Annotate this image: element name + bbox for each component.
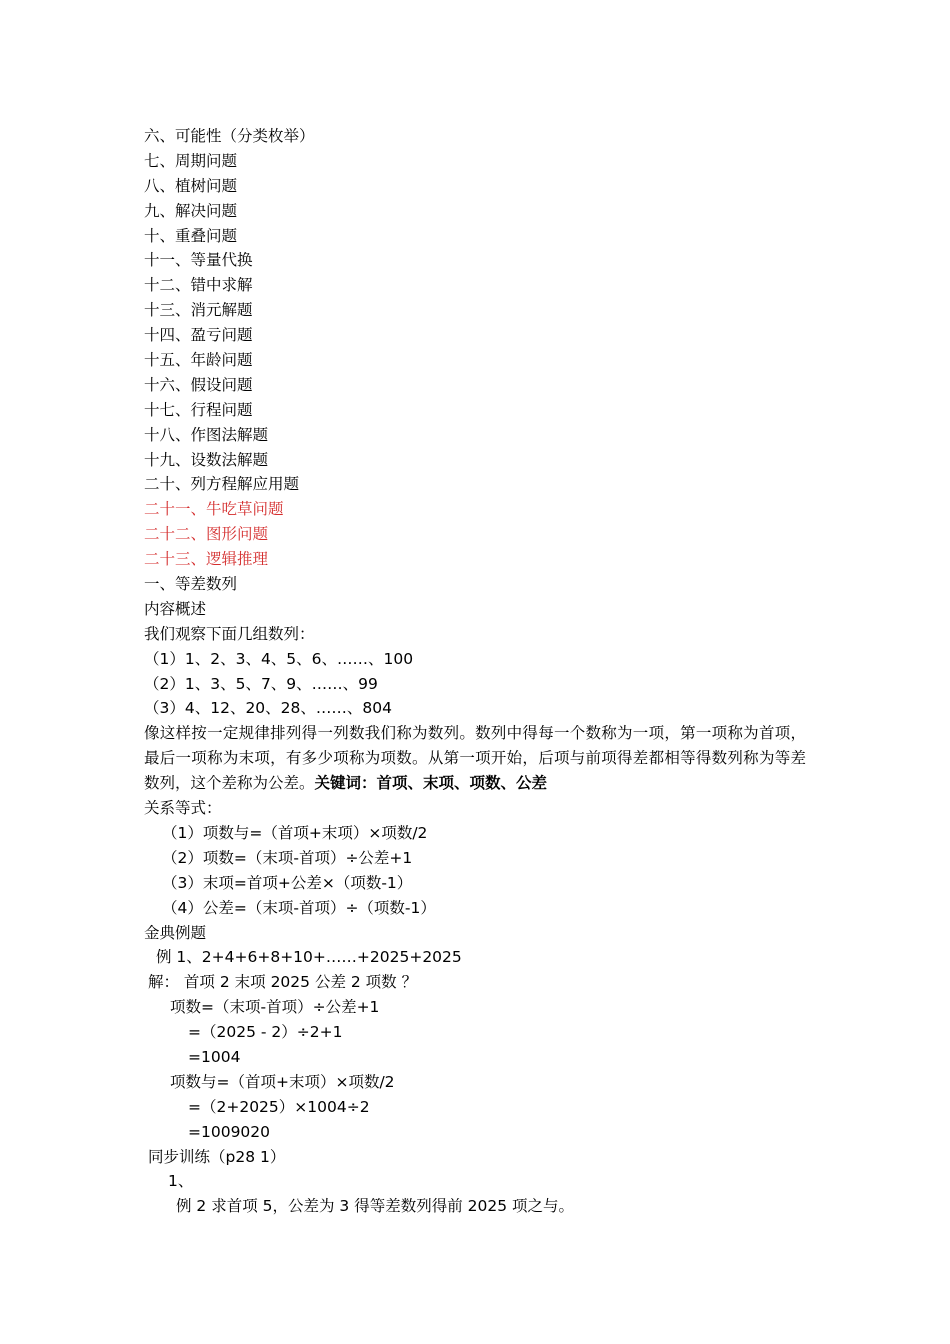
toc-item: 十八、作图法解题 (144, 425, 269, 444)
toc-item: 十九、设数法解题 (144, 450, 269, 469)
toc-item-highlighted: 二十一、牛吃草问题 (144, 500, 284, 519)
relations-list (144, 821, 810, 921)
toc-item: 九、解决问题 (144, 201, 238, 220)
solution-step: 项数与=（首项+末项）×项数/2 (170, 1072, 395, 1091)
sequence-item: （3）4、12、20、28、……、804 (144, 699, 392, 718)
toc-item-highlighted: 二十二、图形问题 (144, 525, 269, 544)
toc-item: 十三、消元解题 (144, 301, 253, 320)
example-2: 例 2 求首项 5，公差为 3 得等差数列得前 2025 项之与。 (176, 1197, 575, 1216)
toc-item: 十六、假设问题 (144, 375, 253, 394)
toc-item: 十四、盈亏问题 (144, 326, 253, 345)
solution-step: =（2+2025）×1004÷2 (188, 1097, 370, 1116)
solution-step: 项数=（末项-首项）÷公差+1 (170, 998, 380, 1017)
toc-item-highlighted: 二十三、逻辑推理 (144, 550, 269, 569)
sequence-item: （2）1、3、5、7、9、……、99 (144, 674, 378, 693)
document-body (144, 124, 810, 1219)
practice-item: 1、 (168, 1172, 194, 1191)
toc-item: 十七、行程问题 (144, 400, 253, 419)
toc-item: 十、重叠问题 (144, 226, 238, 245)
examples-heading: 金典例题 (144, 923, 207, 942)
definition-text: 像这样按一定规律排列得一列数我们称为数列。数列中得每一个数称为一项，第一项称为首项，最后一项称为末项，有多少项称为项数。从第一项开始，后项与前项得差都相等得数列称为等差数列，这个差称为公差。 (144, 724, 806, 793)
keywords-text: 关键词：首项、末项、项数、公差 (314, 774, 548, 793)
solution-steps (144, 995, 810, 1144)
relations-heading: 关系等式： (144, 799, 222, 818)
sequence-item: （1）1、2、3、4、5、6、……、100 (144, 649, 414, 668)
practice-heading: 同步训练（p28 1） (148, 1147, 286, 1166)
relation-item: （2）项数=（末项-首项）÷公差+1 (162, 848, 413, 867)
toc-item: 八、植树问题 (144, 176, 238, 195)
sequence-list (144, 647, 810, 722)
toc-item: 二十、列方程解应用题 (144, 475, 300, 494)
intro-text: 我们观察下面几组数列： (144, 624, 315, 643)
toc-item: 六、可能性（分类枚举） (144, 127, 315, 145)
relation-item: （3）末项=首项+公差×（项数-1） (162, 873, 413, 892)
relation-item: （4）公差=（末项-首项）÷（项数-1） (162, 898, 436, 917)
toc-item: 十二、错中求解 (144, 276, 253, 295)
section-title: 一、等差数列 (144, 575, 238, 594)
solution-label: 解： 首项 2 末项 2025 公差 2 项数 ？ (148, 973, 418, 992)
toc-item: 十五、年龄问题 (144, 351, 253, 370)
overview-heading: 内容概述 (144, 599, 207, 618)
solution-step: =1004 (188, 1048, 241, 1066)
relation-item: （1）项数与=（首项+末项）×项数/2 (162, 823, 428, 842)
example-1: 例 1、2+4+6+8+10+……+2025+2025 (156, 948, 462, 967)
solution-step: =（2025 - 2）÷2+1 (188, 1023, 343, 1042)
toc-item: 十一、等量代换 (144, 251, 253, 270)
definition-paragraph (144, 721, 806, 796)
toc-item: 七、周期问题 (144, 151, 238, 170)
table-of-contents (144, 124, 810, 572)
solution-step: =1009020 (188, 1122, 271, 1141)
